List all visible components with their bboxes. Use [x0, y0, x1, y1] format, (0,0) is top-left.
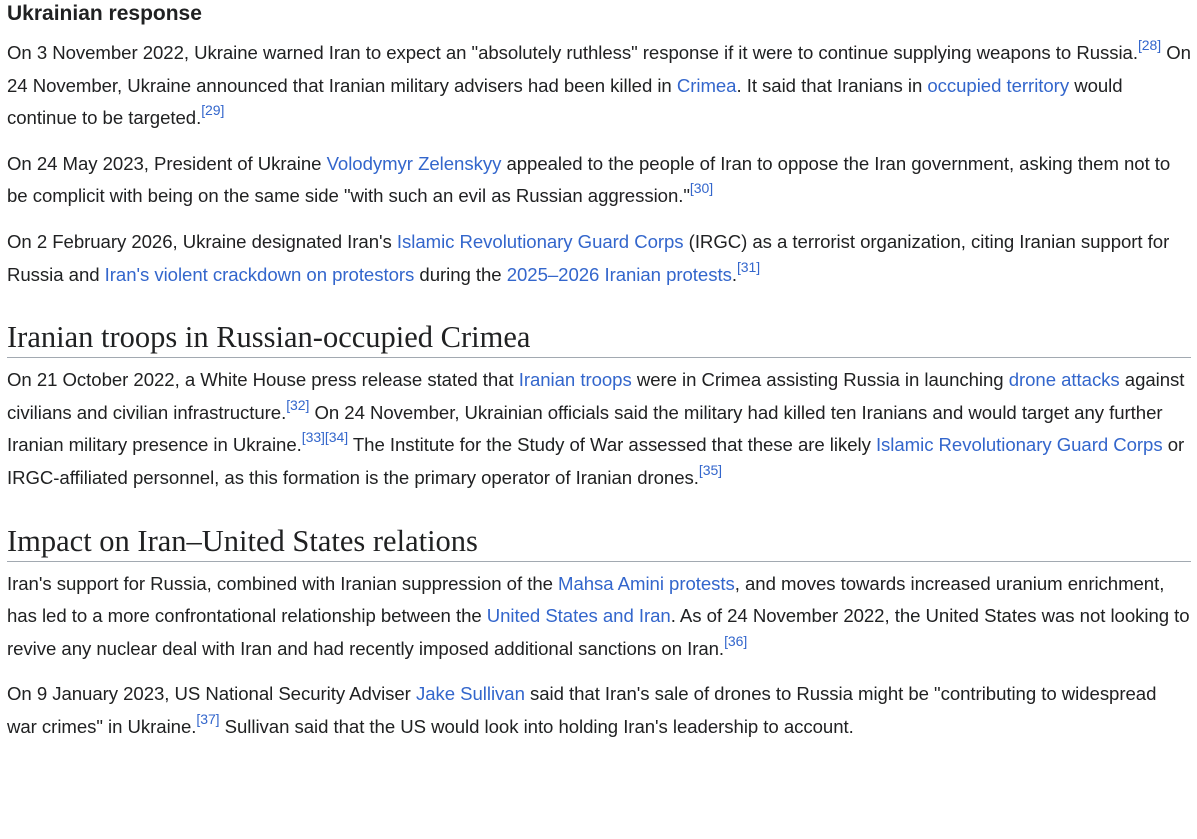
paragraph-text: were in Crimea assisting Russia in launching	[631, 369, 1009, 391]
link-iranian-troops[interactable]: Iranian troops	[518, 369, 632, 391]
link-crimea[interactable]: Crimea	[676, 74, 737, 96]
paragraph-text: On 24 May 2023, President of Ukraine	[7, 152, 327, 174]
citation-link[interactable]: [37]	[196, 710, 220, 727]
paragraph-text: would continue to be targeted.	[7, 74, 1123, 129]
link-occupied-territory[interactable]: occupied territory	[927, 74, 1070, 96]
link-iran-s-violent-crackdown-on-protestors[interactable]: Iran's violent crackdown on protestors	[104, 263, 415, 285]
link-united-states-and-iran[interactable]: United States and Iran	[486, 605, 671, 627]
citation	[302, 429, 325, 445]
citation-link[interactable]: [29]	[201, 102, 225, 119]
paragraph-text: On 9 January 2023, US National Security Adviser	[7, 683, 416, 705]
citation-link[interactable]: [36]	[724, 632, 748, 649]
link-2025-2026-iranian-protests[interactable]: 2025–2026 Iranian protests	[506, 263, 732, 285]
citation	[325, 429, 348, 445]
citation-link[interactable]: [31]	[736, 258, 761, 275]
paragraph	[7, 226, 1191, 291]
citation-link[interactable]: [34]	[324, 429, 349, 446]
citation	[201, 102, 224, 118]
paragraph-text: On 24 November, Ukrainian officials said the military had killed ten Iranians and would target any further Iranian military presence in Ukraine.	[7, 401, 1163, 456]
paragraph-text: On 21 October 2022, a White House press release stated that	[7, 369, 519, 391]
paragraph-text: (IRGC) as a terrorist organization, citing Iranian support for Russia and	[7, 230, 1170, 285]
paragraph-text: On 3 November 2022, Ukraine warned Iran to expect an "absolutely ruthless" response if it were to continue supplying weapons to Russia.	[7, 42, 1138, 63]
paragraph	[7, 37, 1191, 135]
link-islamic-revolutionary-guard-corps[interactable]: Islamic Revolutionary Guard Corps	[875, 434, 1163, 456]
link-drone-attacks[interactable]: drone attacks	[1008, 369, 1120, 391]
section-heading-iran-us-relations: Impact on Iran–United States relations	[7, 515, 1191, 562]
citation-link[interactable]: [28]	[1137, 37, 1162, 53]
link-islamic-revolutionary-guard-corps[interactable]: Islamic Revolutionary Guard Corps	[396, 230, 684, 252]
citation-link[interactable]: [35]	[698, 461, 723, 478]
paragraph-text: The Institute for the Study of War assessed that these are likely	[348, 434, 876, 456]
paragraph-text: appealed to the people of Iran to oppose the Iran government, asking them not to be complicit with being on the same side "with such an evil as Russian aggression."	[7, 152, 1171, 207]
paragraph-text: . It said that Iranians in	[736, 74, 928, 96]
citation	[699, 462, 722, 478]
paragraph-text: against civilians and civilian infrastructure.	[7, 369, 1185, 423]
link-jake-sullivan[interactable]: Jake Sullivan	[415, 683, 525, 705]
paragraph-text: On 2 February 2026, Ukraine designated Iran's	[7, 230, 397, 252]
paragraph-text: . As of 24 November 2022, the United States was not looking to revive any nuclear deal with Iran and had recently imposed additional sanctions on Iran.	[7, 605, 1190, 659]
citation	[1138, 37, 1161, 53]
citation	[737, 259, 760, 275]
citation	[196, 711, 219, 727]
citation	[724, 633, 747, 649]
paragraph-text: , and moves towards increased uranium enrichment, has led to a more confrontational relationship between the	[7, 572, 1165, 627]
paragraph-text: Sullivan said that the US would look into holding Iran's leadership to account.	[219, 715, 854, 737]
citation	[690, 180, 713, 196]
citation-link[interactable]: [32]	[286, 396, 310, 413]
paragraph-text: during the	[414, 263, 507, 285]
paragraph	[7, 364, 1191, 494]
section-heading-iranian-troops: Iranian troops in Russian-occupied Crimea	[7, 311, 1191, 358]
paragraph-text: Iran's support for Russia, combined with Iranian suppression of the	[7, 572, 559, 594]
link-volodymyr-zelenskyy[interactable]: Volodymyr Zelenskyy	[326, 152, 502, 174]
paragraph	[7, 148, 1191, 213]
section-heading-ukrainian-response: Ukrainian response	[7, 2, 202, 25]
paragraph-text: .	[731, 263, 737, 285]
paragraph	[7, 568, 1191, 666]
citation-link[interactable]: [33]	[301, 429, 325, 446]
link-mahsa-amini-protests[interactable]: Mahsa Amini protests	[558, 572, 735, 594]
citation	[286, 397, 309, 413]
citation-link[interactable]: [30]	[689, 180, 714, 197]
paragraph-text: or IRGC-affiliated personnel, as this formation is the primary operator of Iranian drones.	[7, 434, 1185, 488]
paragraph	[7, 678, 1191, 743]
paragraph-text: said that Iran's sale of drones to Russia might be "contributing to widespread war crimes" in Ukraine.	[7, 683, 1157, 737]
paragraph-text: On 24 November, Ukraine announced that Iranian military advisers had been killed in	[7, 42, 1191, 96]
